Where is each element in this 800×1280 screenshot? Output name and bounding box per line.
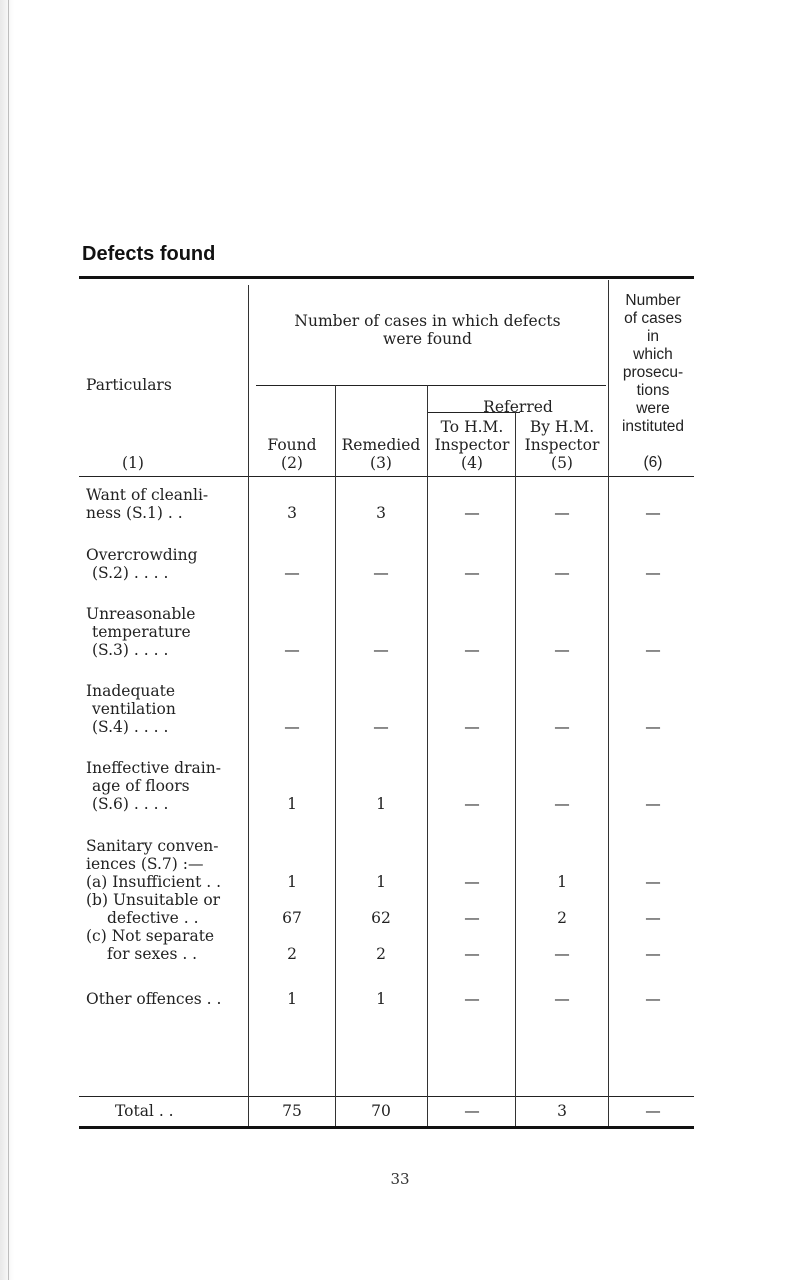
header-col3: (3) bbox=[370, 454, 392, 472]
col-rule-3 bbox=[427, 385, 428, 1126]
cell-prosecutions: — bbox=[645, 795, 661, 813]
header-prosecutions-line6: tions bbox=[636, 382, 670, 399]
cell-to-hm: — bbox=[464, 990, 480, 1008]
cell-prosecutions: — bbox=[645, 945, 661, 963]
page-title: Defects found bbox=[82, 243, 216, 265]
cell-remedied: 3 bbox=[376, 504, 386, 522]
cell-found: — bbox=[284, 564, 300, 582]
cell-prosecutions: — bbox=[645, 504, 661, 522]
header-col2: (2) bbox=[281, 454, 303, 472]
header-col1: (1) bbox=[122, 454, 144, 472]
cell-found: 2 bbox=[287, 945, 297, 963]
header-particulars: Particulars bbox=[86, 376, 172, 394]
cell-by-hm: — bbox=[554, 564, 570, 582]
total-top-rule bbox=[79, 1096, 694, 1097]
cell-prosecutions: — bbox=[645, 641, 661, 659]
cell-found: — bbox=[284, 641, 300, 659]
cell-to-hm: — bbox=[464, 504, 480, 522]
table-top-rule bbox=[79, 276, 694, 279]
cell-to-hm: — bbox=[464, 873, 480, 891]
row-label-line: defective . . bbox=[107, 909, 199, 927]
row-label-line: (a) Insufficient . . bbox=[86, 873, 222, 891]
header-remedied: Remedied bbox=[341, 436, 421, 454]
total-found: 75 bbox=[282, 1102, 302, 1120]
header-col4: (4) bbox=[461, 454, 483, 472]
cell-by-hm: — bbox=[554, 504, 570, 522]
header-prosecutions-line5: prosecu- bbox=[622, 364, 684, 381]
col-rule-1 bbox=[248, 285, 249, 1126]
total-to-hm: — bbox=[464, 1102, 480, 1120]
cell-prosecutions: — bbox=[645, 873, 661, 891]
cell-to-hm: — bbox=[464, 795, 480, 813]
row-label-line: (S.6) . . . . bbox=[92, 795, 169, 813]
cell-prosecutions: — bbox=[645, 564, 661, 582]
header-prosecutions-line1: Number bbox=[625, 292, 681, 309]
cell-to-hm: — bbox=[464, 718, 480, 736]
cell-found: 1 bbox=[287, 795, 297, 813]
cell-by-hm: — bbox=[554, 718, 570, 736]
page-edge bbox=[0, 0, 14, 1280]
cell-by-hm: — bbox=[554, 641, 570, 659]
header-to-hm-line1: To H.M. bbox=[440, 418, 504, 436]
total-remedied: 70 bbox=[371, 1102, 391, 1120]
page-number: 33 bbox=[390, 1170, 410, 1188]
row-label-line: Unreasonable bbox=[86, 605, 196, 623]
cell-by-hm: — bbox=[554, 990, 570, 1008]
subheader-rule bbox=[256, 385, 606, 386]
table-bottom-rule bbox=[79, 1126, 694, 1129]
cell-remedied: 1 bbox=[376, 873, 386, 891]
cell-to-hm: — bbox=[464, 564, 480, 582]
row-label-line: (S.2) . . . . bbox=[92, 564, 169, 582]
col-rule-2 bbox=[335, 385, 336, 1126]
header-bottom-rule bbox=[79, 476, 694, 477]
row-label-line: (c) Not separate bbox=[86, 927, 215, 945]
cell-remedied: — bbox=[373, 564, 389, 582]
cell-found: 1 bbox=[287, 873, 297, 891]
cell-by-hm: — bbox=[554, 795, 570, 813]
row-label-line: for sexes . . bbox=[107, 945, 198, 963]
cell-prosecutions: — bbox=[645, 990, 661, 1008]
header-prosecutions-line8: instituted bbox=[621, 418, 685, 435]
cell-found: — bbox=[284, 718, 300, 736]
header-number-of-cases-line2: were found bbox=[383, 330, 472, 348]
header-col5: (5) bbox=[551, 454, 573, 472]
row-label-line: Overcrowding bbox=[86, 546, 198, 564]
col-rule-5 bbox=[608, 280, 609, 1126]
row-label-line: ventilation bbox=[92, 700, 176, 718]
cell-found: 1 bbox=[287, 990, 297, 1008]
cell-remedied: 1 bbox=[376, 795, 386, 813]
cell-by-hm: 2 bbox=[557, 909, 567, 927]
cell-to-hm: — bbox=[464, 909, 480, 927]
header-prosecutions-line7: were bbox=[636, 400, 670, 417]
row-label-line: temperature bbox=[92, 623, 191, 641]
header-by-hm-line1: By H.M. bbox=[529, 418, 595, 436]
row-label-line: (S.4) . . . . bbox=[92, 718, 169, 736]
cell-remedied: 2 bbox=[376, 945, 386, 963]
col-rule-4 bbox=[515, 412, 516, 1126]
header-found: Found bbox=[267, 436, 317, 454]
header-by-hm-line2: Inspector bbox=[524, 436, 600, 454]
cell-by-hm: — bbox=[554, 945, 570, 963]
cell-remedied: — bbox=[373, 718, 389, 736]
row-label-line: Want of cleanli- bbox=[86, 486, 209, 504]
header-prosecutions-line3: in bbox=[646, 328, 660, 345]
cell-remedied: 62 bbox=[371, 909, 391, 927]
row-label-line: age of floors bbox=[92, 777, 190, 795]
row-label-line: Sanitary conven- bbox=[86, 837, 219, 855]
row-label-line: iences (S.7) :— bbox=[86, 855, 204, 873]
cell-by-hm: 1 bbox=[557, 873, 567, 891]
cell-to-hm: — bbox=[464, 945, 480, 963]
row-label-line: Other offences . . bbox=[86, 990, 222, 1008]
header-to-hm-line2: Inspector bbox=[434, 436, 510, 454]
cell-prosecutions: — bbox=[645, 909, 661, 927]
total-prosecutions: — bbox=[645, 1102, 661, 1120]
row-label-line: Inadequate bbox=[86, 682, 175, 700]
cell-found: 3 bbox=[287, 504, 297, 522]
header-col6: (6) bbox=[643, 454, 663, 471]
cell-found: 67 bbox=[282, 909, 302, 927]
cell-remedied: 1 bbox=[376, 990, 386, 1008]
row-label-line: ness (S.1) . . bbox=[86, 504, 183, 522]
row-label-line: Ineffective drain- bbox=[86, 759, 221, 777]
binding-line bbox=[8, 0, 9, 1280]
total-by-hm: 3 bbox=[557, 1102, 567, 1120]
cell-prosecutions: — bbox=[645, 718, 661, 736]
cell-remedied: — bbox=[373, 641, 389, 659]
header-referred: Referred bbox=[483, 398, 553, 416]
cell-to-hm: — bbox=[464, 641, 480, 659]
row-label-line: (S.3) . . . . bbox=[92, 641, 169, 659]
total-label: Total . . bbox=[115, 1102, 174, 1120]
header-number-of-cases-line1: Number of cases in which defects bbox=[294, 312, 561, 330]
header-prosecutions-line2: of cases bbox=[624, 310, 682, 327]
row-label-line: (b) Unsuitable or bbox=[86, 891, 221, 909]
header-prosecutions-line4: which bbox=[633, 346, 673, 363]
